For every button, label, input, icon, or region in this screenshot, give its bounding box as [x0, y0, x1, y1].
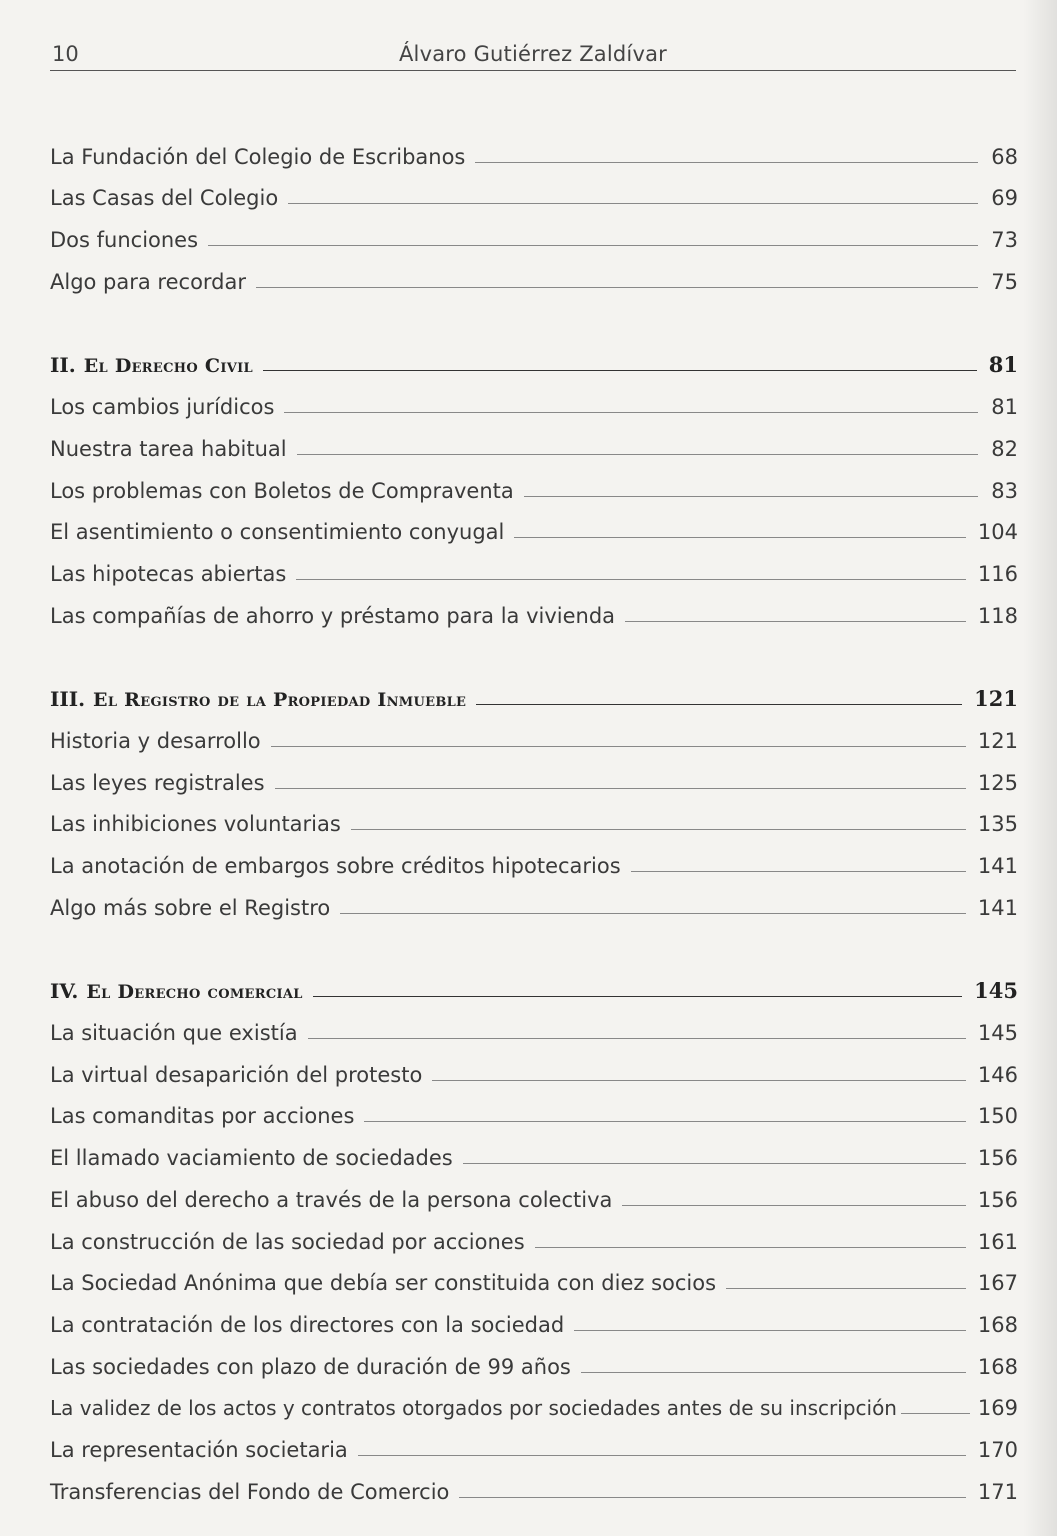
dot-leader — [463, 1163, 966, 1164]
chapter-title — [50, 978, 303, 1009]
toc-entry — [50, 1093, 1018, 1135]
toc-entry-page: 68 — [991, 144, 1018, 169]
toc-entry-page: 69 — [991, 186, 1018, 211]
toc-entry — [50, 1343, 1018, 1385]
toc-chapter-heading — [50, 342, 1018, 384]
dot-leader — [284, 412, 978, 413]
dot-leader — [296, 579, 966, 580]
toc-entry — [50, 1468, 1018, 1510]
toc-entry-title: Las leyes registrales — [50, 770, 265, 795]
toc-chapter-heading — [50, 968, 1018, 1010]
toc-entry-page: 118 — [977, 603, 1018, 628]
toc-entry — [50, 216, 1018, 258]
dot-leader — [288, 203, 978, 204]
toc-entry-title: El abuso del derecho a través de la persona colectiva — [50, 1187, 613, 1212]
toc-entry — [50, 1301, 1018, 1343]
dot-leader — [726, 1288, 966, 1289]
toc-entry-page: 135 — [977, 812, 1018, 837]
dot-leader — [625, 621, 966, 622]
toc-entry-title: El llamado vaciamiento de sociedades — [50, 1146, 453, 1171]
toc-entry — [50, 1134, 1018, 1176]
toc-entry — [50, 258, 1018, 300]
toc-entry — [50, 1051, 1018, 1093]
chapter-page: 121 — [974, 686, 1018, 712]
dot-leader — [631, 871, 966, 872]
toc-chapter-heading — [50, 676, 1018, 718]
dot-leader — [208, 245, 978, 246]
toc-entry-page: 167 — [977, 1271, 1018, 1296]
dot-leader — [475, 162, 978, 163]
dot-leader — [364, 1121, 966, 1122]
toc-entry — [50, 592, 1018, 634]
dot-leader — [581, 1372, 966, 1373]
toc-entry-title: Las Casas del Colegio — [50, 186, 279, 211]
toc-entry — [50, 1426, 1018, 1468]
toc-entry-title: El asentimiento o consentimiento conyugal — [50, 520, 505, 545]
toc-entry — [50, 1009, 1018, 1051]
dot-leader — [256, 287, 978, 288]
toc-entry — [50, 175, 1018, 217]
dot-leader — [275, 788, 966, 789]
toc-entry-title: Historia y desarrollo — [50, 728, 261, 753]
chapter-name: El Derecho comercial — [86, 981, 303, 1004]
toc-entry-page: 156 — [977, 1187, 1018, 1212]
toc-entry — [50, 1260, 1018, 1302]
toc-entry — [50, 842, 1018, 884]
toc-entry-page: 125 — [977, 770, 1018, 795]
toc-entry-page: 161 — [977, 1229, 1018, 1254]
toc-entry-page: 168 — [977, 1312, 1018, 1337]
toc-entry-title: Las compañías de ahorro y préstamo para la vivienda — [50, 603, 616, 628]
toc-entry-title: La Fundación del Colegio de Escribanos — [50, 144, 466, 169]
toc-entry — [50, 467, 1018, 509]
toc-entry-title: Las inhibiciones voluntarias — [50, 812, 341, 837]
toc-entry-title: Transferencias del Fondo de Comercio — [50, 1479, 450, 1504]
toc-entry-title: La validez de los actos y contratos otorgados por sociedades antes de su inscripción — [50, 1396, 897, 1421]
toc-entry — [50, 1385, 1018, 1427]
toc-entry-title: La representación societaria — [50, 1437, 348, 1462]
toc-entry — [50, 1218, 1018, 1260]
toc-entry-page: 83 — [991, 478, 1018, 503]
toc-entry — [50, 509, 1018, 551]
toc-entry-title: La Sociedad Anónima que debía ser constituida con diez socios — [50, 1271, 717, 1296]
chapter-page: 81 — [988, 352, 1018, 378]
dot-leader — [535, 1247, 966, 1248]
toc-entry-title: La contratación de los directores con la sociedad — [50, 1312, 565, 1337]
toc-entry-page: 81 — [991, 395, 1018, 420]
toc-entry — [50, 425, 1018, 467]
toc-entry — [50, 884, 1018, 926]
toc-entry-page: 82 — [991, 436, 1018, 461]
dot-leader — [574, 1330, 966, 1331]
page-edge-shadow — [1023, 0, 1057, 1536]
dot-leader — [622, 1205, 966, 1206]
dot-leader — [271, 746, 966, 747]
dot-leader — [308, 1038, 966, 1039]
toc-entry-page: 104 — [977, 520, 1018, 545]
toc-entry-title: La construcción de las sociedad por acciones — [50, 1229, 525, 1254]
dot-leader — [340, 913, 966, 914]
toc-entry-title: Los cambios jurídicos — [50, 395, 275, 420]
toc-entry-page: 150 — [977, 1104, 1018, 1129]
chapter-title — [50, 686, 466, 717]
table-of-contents — [50, 133, 1018, 1510]
toc-entry-title: Las comanditas por acciones — [50, 1104, 355, 1129]
dot-leader — [524, 496, 978, 497]
toc-entry — [50, 383, 1018, 425]
toc-entry-title: Nuestra tarea habitual — [50, 436, 287, 461]
toc-entry-page: 171 — [977, 1479, 1018, 1504]
toc-entry-page: 141 — [977, 895, 1018, 920]
toc-entry-page: 141 — [977, 854, 1018, 878]
toc-entry-page: 73 — [991, 228, 1018, 253]
toc-entry — [50, 801, 1018, 843]
toc-entry-page: 156 — [977, 1146, 1018, 1171]
dot-leader — [297, 454, 978, 455]
toc-entry-title: Las sociedades con plazo de duración de 99 años — [50, 1354, 571, 1379]
dot-leader — [351, 829, 966, 830]
dot-leader — [476, 704, 962, 705]
toc-entry-title: Las hipotecas abiertas — [50, 561, 287, 586]
dot-leader — [263, 370, 977, 371]
chapter-name: El Derecho Civil — [83, 355, 253, 378]
page-header — [50, 38, 1016, 71]
running-title: Álvaro Gutiérrez Zaldívar — [398, 42, 667, 66]
toc-entry — [50, 759, 1018, 801]
toc-entry-page: 121 — [977, 728, 1018, 753]
toc-entry-title: La virtual desaparición del protesto — [50, 1062, 423, 1087]
toc-entry-page: 168 — [977, 1354, 1018, 1379]
chapter-page: 145 — [974, 978, 1018, 1004]
toc-entry-page: 116 — [977, 561, 1018, 586]
dot-leader — [358, 1455, 966, 1456]
toc-entry-page: 145 — [977, 1021, 1018, 1046]
dot-leader — [432, 1080, 966, 1081]
toc-entry-page: 146 — [977, 1062, 1018, 1087]
chapter-number: III. — [50, 687, 86, 712]
toc-entry-title: Dos funciones — [50, 228, 199, 253]
toc-entry-title: La anotación de embargos sobre créditos hipotecarios — [50, 854, 621, 878]
toc-entry-page: 170 — [977, 1437, 1018, 1462]
toc-entry — [50, 1176, 1018, 1218]
chapter-title — [50, 352, 253, 383]
toc-entry — [50, 133, 1018, 175]
page-number: 10 — [52, 42, 79, 66]
dot-leader — [459, 1497, 966, 1498]
chapter-name: El Registro de la Propiedad Inmueble — [93, 689, 467, 712]
toc-entry-title: La situación que existía — [50, 1021, 298, 1046]
toc-entry — [50, 550, 1018, 592]
chapter-number: IV. — [50, 979, 79, 1004]
toc-entry — [50, 717, 1018, 759]
dot-leader — [313, 996, 962, 997]
dot-leader — [901, 1413, 970, 1414]
toc-entry-page: 75 — [991, 269, 1018, 294]
toc-entry-title: Algo para recordar — [50, 269, 247, 294]
toc-entry-page: 169 — [977, 1396, 1018, 1421]
chapter-number: II. — [50, 353, 76, 378]
dot-leader — [514, 537, 966, 538]
toc-entry-title: Los problemas con Boletos de Compraventa — [50, 478, 514, 503]
toc-entry-title: Algo más sobre el Registro — [50, 895, 331, 920]
